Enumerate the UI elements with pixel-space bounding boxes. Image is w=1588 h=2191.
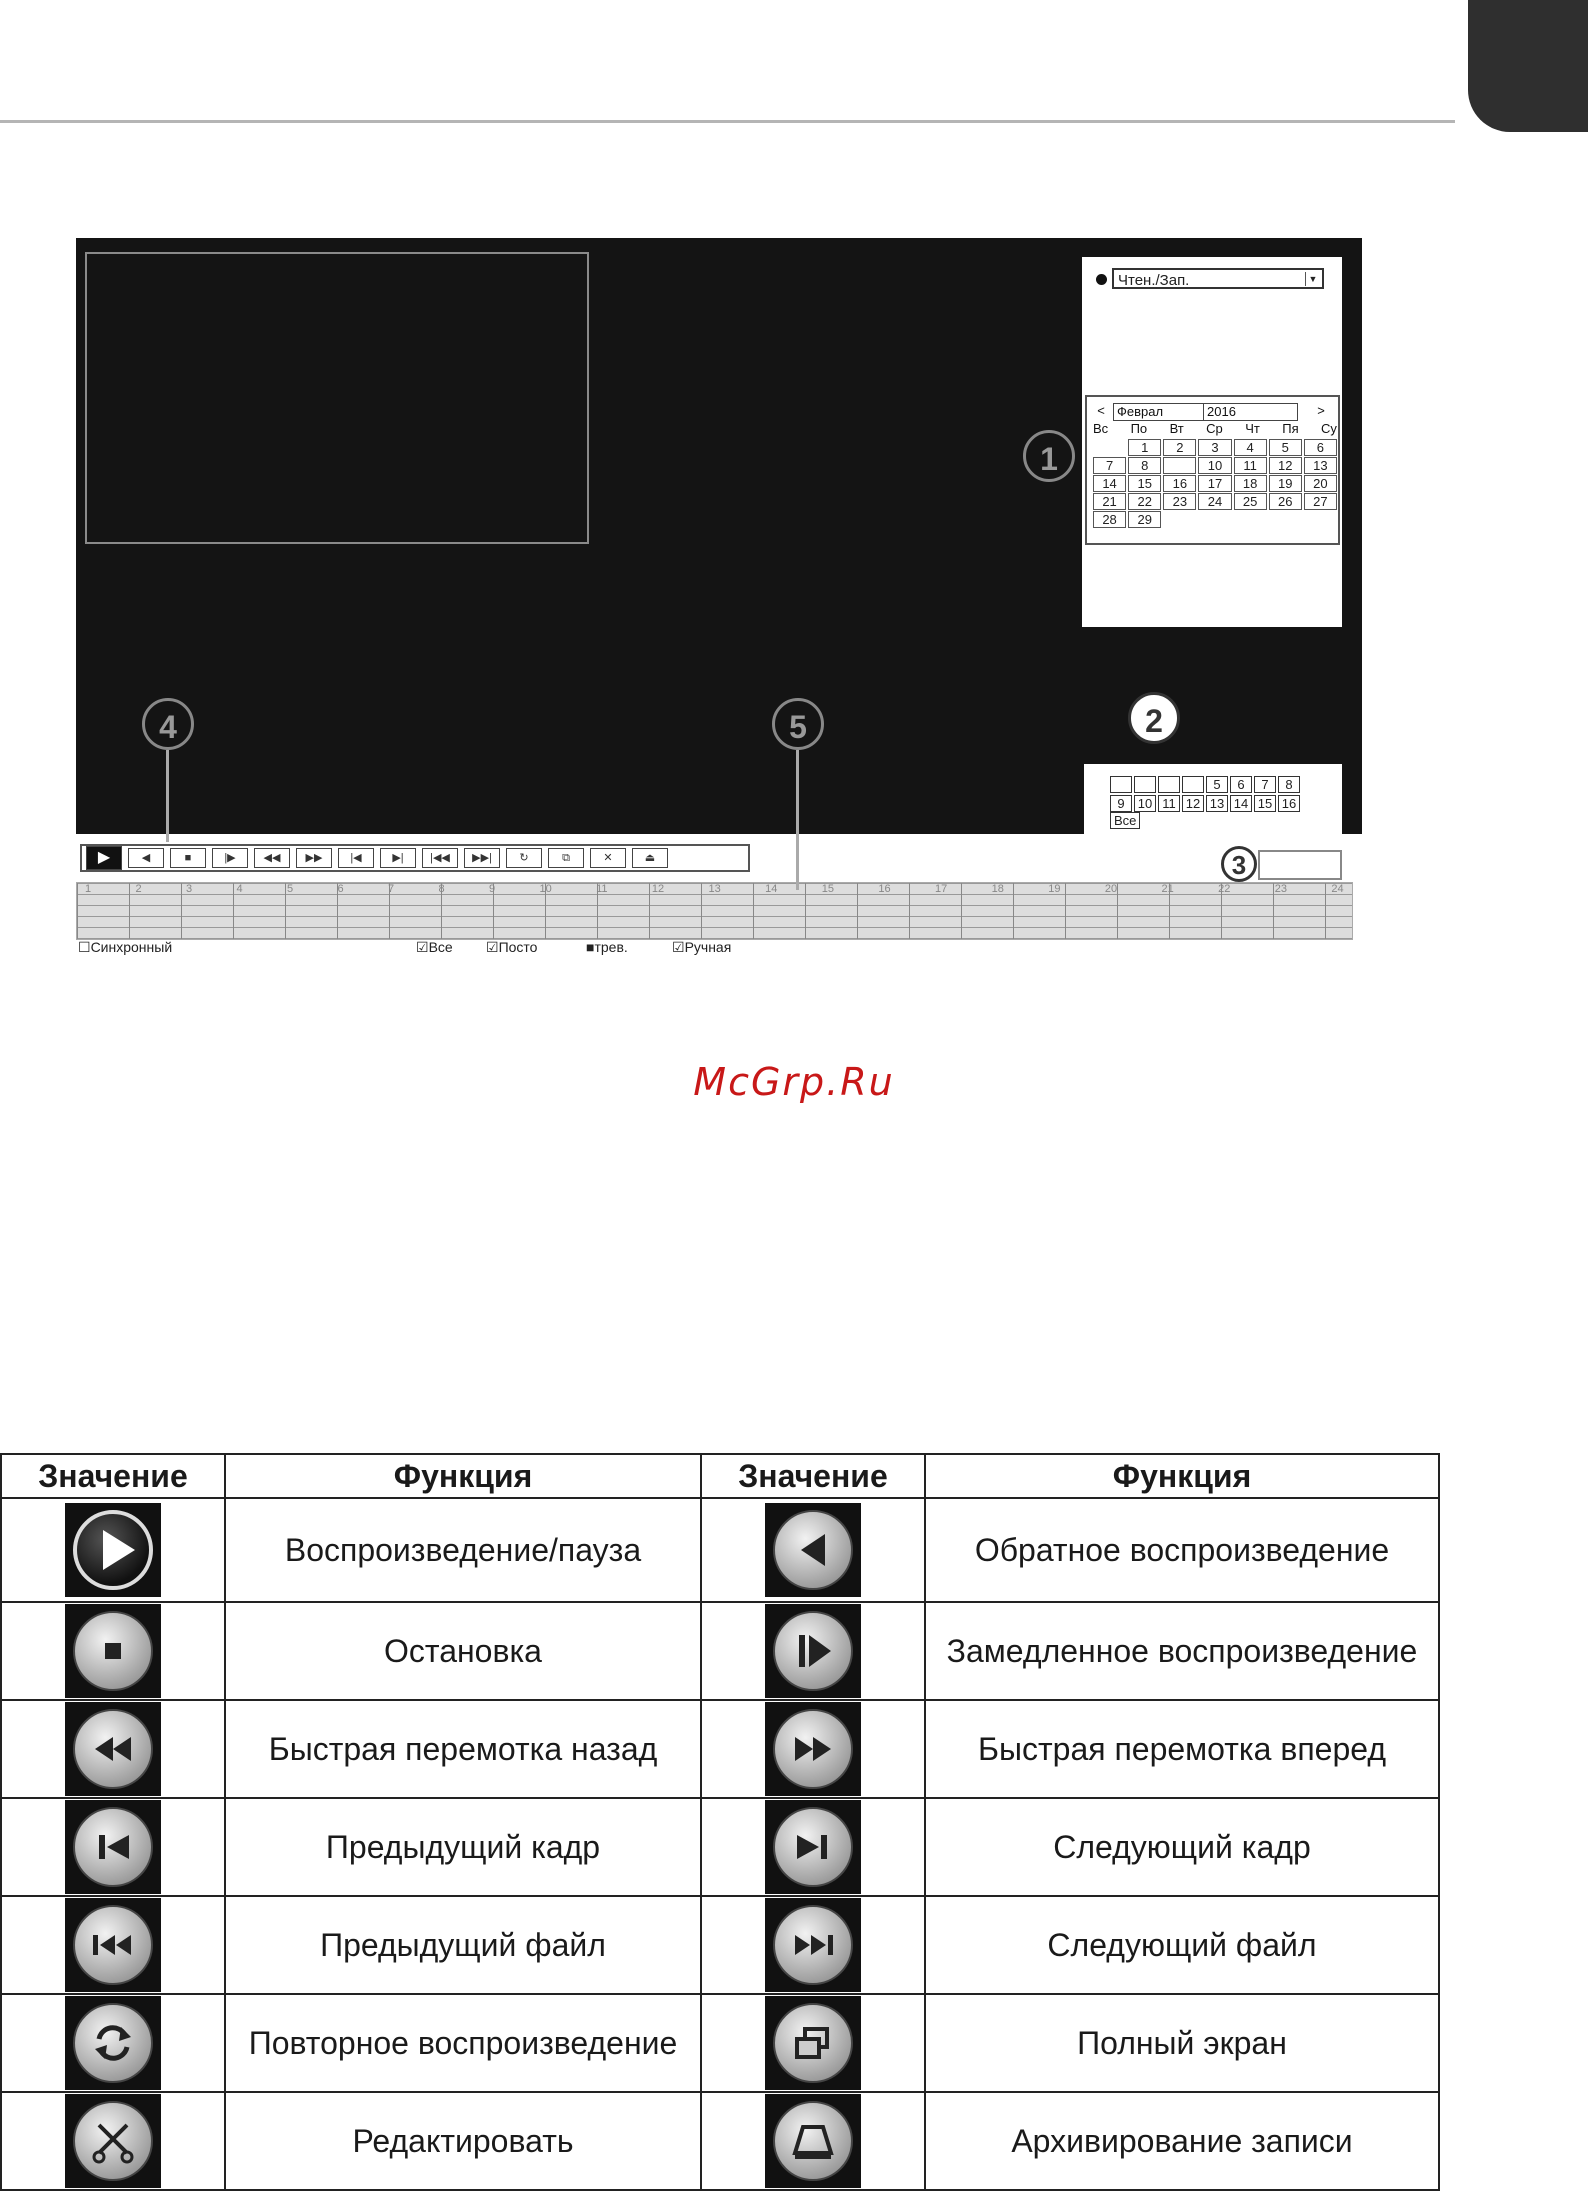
timeline-hour-label: 12 xyxy=(651,883,665,895)
calendar-day[interactable]: 23 xyxy=(1163,493,1196,510)
callout-5-line xyxy=(796,750,799,890)
icon-cell xyxy=(701,1896,925,1994)
col-header: Функция xyxy=(225,1454,701,1498)
channel-panel xyxy=(1084,764,1342,842)
timeline-hour-label: 5 xyxy=(287,883,294,895)
archive-icon[interactable]: ⏏ xyxy=(632,848,668,868)
scissors-icon[interactable]: ✕ xyxy=(590,848,626,868)
function-cell: Предыдущий кадр xyxy=(225,1798,701,1896)
timeline-hour-label: 16 xyxy=(878,883,891,895)
callout-3: 3 xyxy=(1221,846,1257,882)
icon-cell xyxy=(701,1700,925,1798)
calendar-day[interactable]: 24 xyxy=(1198,493,1231,510)
col-header: Значение xyxy=(701,1454,925,1498)
month-select[interactable]: Феврал xyxy=(1113,403,1204,421)
timeline-hour-label: 22 xyxy=(1218,883,1231,895)
callout-5: 5 xyxy=(772,698,824,750)
callout-4-line xyxy=(166,750,169,842)
play-icon[interactable]: ▶ xyxy=(86,846,122,870)
calendar-day[interactable]: 20 xyxy=(1304,475,1337,492)
next-month-button[interactable]: > xyxy=(1317,403,1325,418)
function-cell: Полный экран xyxy=(925,1994,1439,2092)
table-row xyxy=(1,1602,1439,1700)
table-row xyxy=(1,1994,1439,2092)
icon-cell xyxy=(701,1498,925,1602)
calendar-day[interactable]: 27 xyxy=(1304,493,1337,510)
weekday-label: Су xyxy=(1321,421,1337,436)
calendar-day[interactable]: 7 xyxy=(1093,457,1126,474)
timeline-hour-label: 20 xyxy=(1104,883,1118,895)
calendar-day[interactable]: 4 xyxy=(1234,439,1267,456)
callout-1: 1 xyxy=(1023,430,1075,482)
rewind-icon xyxy=(65,1702,161,1796)
playback-bar xyxy=(76,834,1362,960)
watermark: McGrp.Ru xyxy=(693,1060,895,1104)
weekday-label: Ср xyxy=(1206,421,1223,436)
calendar-day[interactable]: 3 xyxy=(1198,439,1231,456)
calendar-day[interactable]: 19 xyxy=(1269,475,1302,492)
weekday-row xyxy=(1093,421,1337,436)
timeline-hour-label: 14 xyxy=(765,883,778,895)
timeline-hour-label: 8 xyxy=(438,883,445,895)
icon-cell xyxy=(701,1798,925,1896)
next-frame-icon[interactable]: ▶| xyxy=(380,848,416,868)
next-file-icon xyxy=(765,1898,861,1992)
sync-checkbox[interactable]: ☐ Синхронный xyxy=(78,939,173,955)
reverse-icon xyxy=(765,1503,861,1597)
calendar-day[interactable]: 13 xyxy=(1304,457,1337,474)
channel-grid xyxy=(1110,776,1300,812)
chevron-down-icon: ▼ xyxy=(1305,272,1320,286)
calendar-day[interactable]: 16 xyxy=(1163,475,1196,492)
function-cell: Редактировать xyxy=(225,2092,701,2190)
function-cell: Обратное воспроизведение xyxy=(925,1498,1439,1602)
scissors-icon xyxy=(65,2094,161,2188)
table-row xyxy=(1,1896,1439,1994)
video-window xyxy=(85,252,589,544)
timeline-hours xyxy=(77,883,1352,895)
calendar xyxy=(1085,395,1340,545)
channel-checkbox[interactable]: 12 xyxy=(1182,795,1204,812)
icon-cell xyxy=(701,2092,925,2190)
channel-checkbox[interactable]: 5 xyxy=(1206,776,1228,793)
function-cell: Остановка xyxy=(225,1602,701,1700)
function-cell: Следующий файл xyxy=(925,1896,1439,1994)
function-cell: Следующий кадр xyxy=(925,1798,1439,1896)
function-cell: Замедленное воспроизведение xyxy=(925,1602,1439,1700)
playback-controls xyxy=(80,844,750,872)
calendar-day[interactable]: 29 xyxy=(1128,511,1161,528)
channel-checkbox[interactable]: 10 xyxy=(1134,795,1156,812)
calendar-day[interactable]: 12 xyxy=(1269,457,1302,474)
col-header: Значение xyxy=(1,1454,225,1498)
channel-checkbox[interactable] xyxy=(1110,776,1132,793)
channel-checkbox[interactable]: 11 xyxy=(1158,795,1180,812)
timeline-hour-label: 10 xyxy=(539,883,552,895)
timeline-hour-label: 23 xyxy=(1274,883,1288,895)
controls-table xyxy=(0,1453,1440,2191)
year-field[interactable]: 2016 xyxy=(1203,403,1298,421)
channel-checkbox[interactable]: 14 xyxy=(1230,795,1252,812)
prev-month-button[interactable]: < xyxy=(1097,403,1105,418)
function-cell: Предыдущий файл xyxy=(225,1896,701,1994)
weekday-label: По xyxy=(1130,421,1148,436)
stop-icon xyxy=(65,1604,161,1698)
calendar-day[interactable]: 22 xyxy=(1128,493,1161,510)
mode-select-value: Чтен./Зап. xyxy=(1118,272,1190,289)
calendar-day[interactable]: 1 xyxy=(1128,439,1161,456)
timeline-hour-label: 15 xyxy=(821,883,835,895)
next-file-icon[interactable]: ▶▶| xyxy=(464,848,500,868)
weekday-label: Чт xyxy=(1245,421,1260,436)
weekday-label: Пя xyxy=(1282,421,1299,436)
timeline-hour-label: 2 xyxy=(135,883,142,895)
icon-cell xyxy=(1,1700,225,1798)
filter-all-checkbox[interactable]: ☑ Все xyxy=(416,939,453,955)
fullscreen-icon xyxy=(765,1996,861,2090)
dvr-playback-screenshot xyxy=(76,238,1362,960)
slow-icon[interactable]: |▶ xyxy=(212,848,248,868)
table-row xyxy=(1,1798,1439,1896)
prev-file-icon xyxy=(65,1898,161,1992)
mode-select[interactable] xyxy=(1112,268,1324,289)
timeline-hour-label: 1 xyxy=(85,883,92,895)
fullscreen-icon[interactable]: ⧉ xyxy=(548,848,584,868)
rewind-icon[interactable]: ◀◀ xyxy=(254,848,290,868)
channel-checkbox[interactable] xyxy=(1182,776,1204,793)
filter-manual-checkbox[interactable]: ☑ Ручная xyxy=(672,939,732,955)
prev-frame-icon xyxy=(65,1800,161,1894)
timeline-hour-label: 11 xyxy=(596,883,608,895)
zoom-button[interactable] xyxy=(1258,850,1342,880)
icon-cell xyxy=(1,1498,225,1602)
channel-checkbox[interactable]: 16 xyxy=(1278,795,1300,812)
sync-label: Синхронный xyxy=(90,939,173,955)
header-rule xyxy=(0,120,1455,123)
stop-icon[interactable]: ■ xyxy=(170,848,206,868)
calendar-day[interactable]: 15 xyxy=(1128,475,1161,492)
function-cell: Воспроизведение/пауза xyxy=(225,1498,701,1602)
prev-file-icon[interactable]: |◀◀ xyxy=(422,848,458,868)
table-row xyxy=(1,2092,1439,2190)
weekday-label: Вт xyxy=(1169,421,1184,436)
icon-cell xyxy=(1,1896,225,1994)
weekday-label: Вс xyxy=(1093,421,1109,436)
channel-checkbox[interactable] xyxy=(1134,776,1156,793)
calendar-day[interactable]: 18 xyxy=(1234,475,1267,492)
radio-icon[interactable] xyxy=(1096,274,1107,285)
function-cell: Быстрая перемотка вперед xyxy=(925,1700,1439,1798)
channel-checkbox[interactable]: 6 xyxy=(1230,776,1252,793)
callout-2: 2 xyxy=(1128,692,1180,744)
filter-row xyxy=(76,939,1362,959)
filter-all-label: Все xyxy=(428,939,453,955)
calendar-day[interactable]: 11 xyxy=(1234,457,1267,474)
timeline-hour-label: 21 xyxy=(1161,883,1174,895)
day-grid xyxy=(1093,439,1337,528)
icon-cell xyxy=(1,2092,225,2190)
callout-4: 4 xyxy=(142,698,194,750)
fast-forward-icon xyxy=(765,1702,861,1796)
reverse-icon[interactable]: ◀ xyxy=(128,848,164,868)
channel-checkbox[interactable] xyxy=(1158,776,1180,793)
calendar-day[interactable]: 8 xyxy=(1128,457,1161,474)
icon-cell xyxy=(1,1602,225,1700)
channel-checkbox[interactable]: 8 xyxy=(1278,776,1300,793)
prev-frame-icon[interactable]: |◀ xyxy=(338,848,374,868)
next-frame-icon xyxy=(765,1800,861,1894)
repeat-icon[interactable]: ↻ xyxy=(506,848,542,868)
col-header: Функция xyxy=(925,1454,1439,1498)
icon-cell xyxy=(701,1994,925,2092)
table-header-row xyxy=(1,1454,1439,1498)
calendar-day[interactable]: 28 xyxy=(1093,511,1126,528)
corner-tab xyxy=(1468,0,1588,132)
filter-alarm-label: трев. xyxy=(594,939,628,955)
calendar-day[interactable]: 5 xyxy=(1269,439,1302,456)
calendar-day[interactable]: 2 xyxy=(1163,439,1196,456)
timeline-hour-label: 9 xyxy=(489,883,496,895)
calendar-day[interactable]: 6 xyxy=(1304,439,1337,456)
calendar-day[interactable]: 10 xyxy=(1198,457,1231,474)
function-cell: Повторное воспроизведение xyxy=(225,1994,701,2092)
calendar-day[interactable]: 21 xyxy=(1093,493,1126,510)
icon-cell xyxy=(1,1994,225,2092)
timeline-hour-label: 7 xyxy=(388,883,395,895)
slow-play-icon xyxy=(765,1604,861,1698)
play-icon xyxy=(65,1503,161,1597)
channel-checkbox[interactable]: 7 xyxy=(1254,776,1276,793)
channel-checkbox[interactable]: 13 xyxy=(1206,795,1228,812)
function-cell: Быстрая перемотка назад xyxy=(225,1700,701,1798)
timeline-hour-label: 24 xyxy=(1331,883,1344,895)
timeline-hour-label: 13 xyxy=(708,883,721,895)
filter-manual-label: Ручная xyxy=(684,939,732,955)
icon-cell xyxy=(701,1602,925,1700)
timeline-hour-label: 17 xyxy=(935,883,948,895)
channel-checkbox[interactable]: 15 xyxy=(1254,795,1276,812)
table-row xyxy=(1,1700,1439,1798)
filter-alarm-checkbox[interactable]: ■ трев. xyxy=(586,939,628,955)
timeline[interactable] xyxy=(76,882,1353,940)
channel-all-button[interactable]: Все xyxy=(1110,812,1140,829)
filter-regular-checkbox[interactable]: ☑ Посто xyxy=(486,939,538,955)
calendar-day[interactable] xyxy=(1163,457,1196,474)
table-row xyxy=(1,1498,1439,1602)
calendar-day[interactable]: 17 xyxy=(1198,475,1231,492)
calendar-nav xyxy=(1093,403,1333,421)
timeline-hour-label: 6 xyxy=(337,883,344,895)
calendar-day[interactable]: 14 xyxy=(1093,475,1126,492)
timeline-hour-label: 4 xyxy=(236,883,243,895)
icon-cell xyxy=(1,1798,225,1896)
filter-regular-label: Посто xyxy=(498,939,538,955)
repeat-icon xyxy=(65,1996,161,2090)
timeline-hour-label: 18 xyxy=(991,883,1004,895)
calendar-day[interactable] xyxy=(1093,439,1126,454)
fast-forward-icon[interactable]: ▶▶ xyxy=(296,848,332,868)
calendar-day[interactable]: 25 xyxy=(1234,493,1267,510)
timeline-hour-label: 19 xyxy=(1048,883,1061,895)
channel-checkbox[interactable]: 9 xyxy=(1110,795,1132,812)
function-cell: Архивирование записи xyxy=(925,2092,1439,2190)
calendar-day[interactable]: 26 xyxy=(1269,493,1302,510)
archive-icon xyxy=(765,2094,861,2188)
timeline-hour-label: 3 xyxy=(186,883,193,895)
